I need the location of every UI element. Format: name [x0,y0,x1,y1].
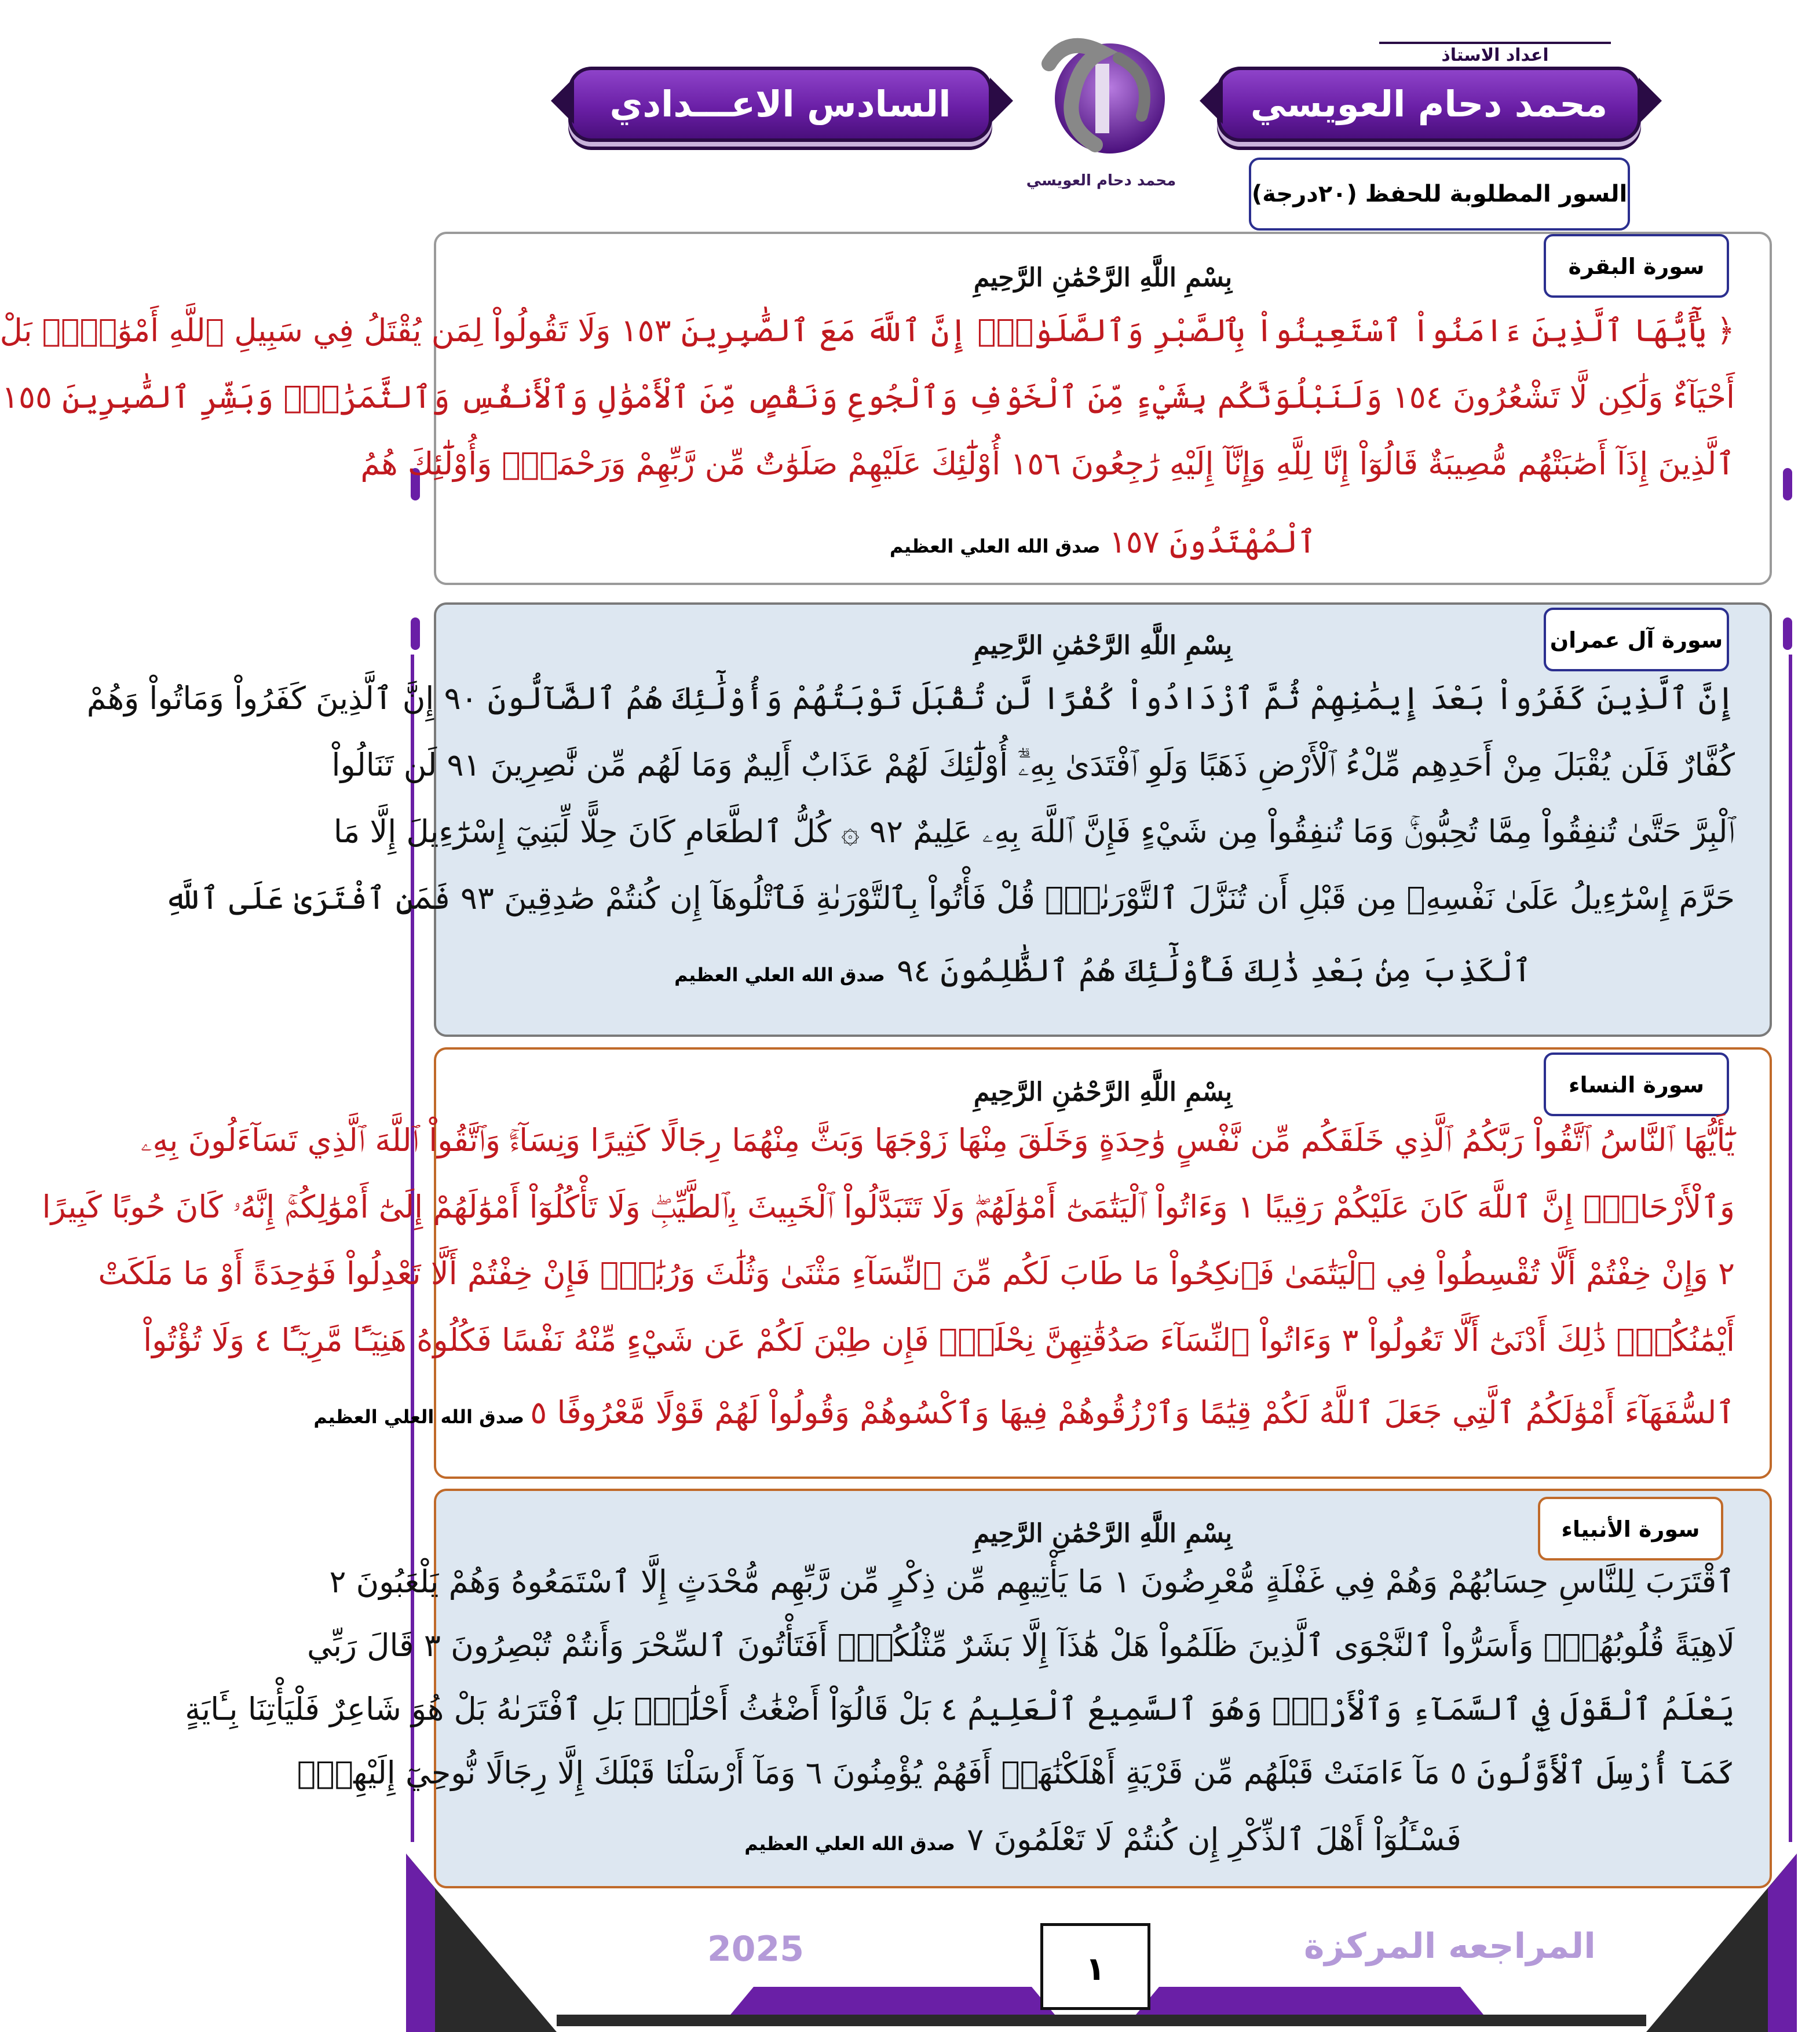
verse-line: وَٱلْأَرْحَامَۚ إِنَّ ٱللَّهَ كَانَ عَلَيْكُمْ رَقِيبًا ١ وَءَاتُواْ ٱلْيَتَٰمَىٰٓ أَمْوَٰلَهُمْۖ وَلَا تَتَبَدَّلُواْ ٱلْخَبِيثَ بِٱلطَّيِّبِۖ وَلَا تَأْكُلُوٓاْ أَمْوَٰلَهُمْ إِلَىٰٓ أَمْوَٰلِكُمْۚ إِنَّهُۥ كَانَ حُوبًا كَبِيرًا [42,1189,1735,1225]
verse-line: ٱلْكَذِبَ مِنۢ بَعْدِ ذَٰلِكَ فَأُوْلَٰٓئِكَ هُمُ ٱلظَّٰلِمُونَ ٩٤ [897,952,1532,989]
right-rail [1789,655,1792,1842]
grade-banner [568,67,992,142]
teacher-label: اعداد الاستاذ [1379,42,1611,70]
verse-line: ٱلَّذِينَ إِذَآ أَصَٰبَتْهُم مُّصِيبَةٌ قَالُوٓاْ إِنَّا لِلَّهِ وَإِنَّآ إِلَيْهِ رَٰجِعُونَ ١٥٦ أُوْلَٰٓئِكَ عَلَيْهِمْ صَلَوَٰتٌ مِّن رَّبِّهِمْ وَرَحْمَةٌۖ وَأُوْلَٰٓئِكَ هُمُ [360,445,1735,482]
section-title: سورة الأنبياء [1538,1497,1723,1560]
teacher-name: محمد دحام العويسي [1250,83,1608,125]
verse-line: أَيْمَٰنُكُمْۚ ذَٰلِكَ أَدْنَىٰٓ أَلَّا تَعُولُواْ ٣ وَءَاتُواْ ٱلنِّسَآءَ صَدُقَٰتِهِنَّ نِحْلَةًۚ فَإِن طِبْنَ لَكُمْ عَن شَيْءٍ مِّنْهُ نَفْسًا فَكُلُوهُ هَنِيٓـًٔا مَّرِيٓـًٔا ٤ وَلَا تُؤْتُواْ [143,1322,1735,1358]
grade-title: السادس الاعـــدادي [609,83,951,125]
verse-line: ٱقْتَرَبَ لِلنَّاسِ حِسَابُهُمْ وَهُمْ فِي غَفْلَةٍ مُّعْرِضُونَ ١ مَا يَأْتِيهِم مِّن ذِكْرٍ مِّن رَّبِّهِم مُّحْدَثٍ إِلَّا ٱسْتَمَعُوهُ وَهُمْ يَلْعَبُونَ ٢ [329,1563,1735,1600]
section-title: سورة النساء [1544,1052,1729,1116]
verse-line: يَعْلَمُ ٱلْقَوْلَ فِي ٱلسَّمَآءِ وَٱلْأَرْضِۖ وَهُوَ ٱلسَّمِيعُ ٱلْعَلِيمُ ٤ بَلْ قَالُوٓاْ أَضْغَٰثُ أَحْلَٰمٍۭ بَلِ ٱفْتَرَىٰهُ بَلْ هُوَ شَاعِرٌ فَلْيَأْتِنَا بِـَٔايَةٍ [185,1691,1735,1727]
footer-review-title: المراجعه المركزة [1304,1926,1596,1967]
section-baqarah [0,232,1772,585]
section-title: سورة آل عمران [1544,608,1729,671]
required-surahs-box [1249,158,1630,231]
closing-line [313,1394,1735,1431]
verse-line: فَسْـَٔلُوٓاْ أَهْلَ ٱلذِّكْرِ إِن كُنتُمْ لَا تَعْلَمُونَ ٧ [967,1821,1461,1858]
verse-line: ٱلْبِرَّ حَتَّىٰ تُنفِقُواْ مِمَّا تُحِبُّونَۚ وَمَا تُنفِقُواْ مِن شَيْءٍ فَإِنَّ ٱللَّهَ بِهِۦ عَلِيمٌ ٩٢ ۞ كُلُّ ٱلطَّعَامِ كَانَ حِلًّا لِّبَنِيٓ إِسْرَٰٓءِيلَ إِلَّا مَا [333,813,1735,850]
side-marker [1783,468,1792,500]
closing-line [436,952,1770,989]
closing-line [436,524,1770,560]
verse-line: كَمَآ أُرْسِلَ ٱلْأَوَّلُونَ ٥ مَآ ءَامَنَتْ قَبْلَهُم مِّن قَرْيَةٍ أَهْلَكْنَٰهَآۖ أَفَهُمْ يُؤْمِنُونَ ٦ وَمَآ أَرْسَلْنَا قَبْلَكَ إِلَّا رِجَالًا نُّوحِيٓ إِلَيْهِمْۖ [297,1755,1735,1791]
basmala: بِسْمِ اللَّهِ الرَّحْمَٰنِ الرَّحِيمِ [973,1519,1233,1548]
section-al-imran [86,602,1772,1037]
verse-line: كُفَّارٌ فَلَن يُقْبَلَ مِنْ أَحَدِهِم مِّلْءُ ٱلْأَرْضِ ذَهَبًا وَلَوِ ٱفْتَدَىٰ بِهِۦٓۗ أُوْلَٰٓئِكَ لَهُمْ عَذَابٌ أَلِيمٌ وَمَا لَهُم مِّن نَّٰصِرِينَ ٩١ لَن تَنَالُواْ [331,747,1735,783]
sadaq-text: صدق الله العلي العظيم [889,535,1101,557]
section-title: سورة البقرة [1544,234,1729,298]
verse-line: ﴿ يَٰٓأَيُّهَا ٱلَّذِينَ ءَامَنُواْ ٱسْتَعِينُواْ بِٱلصَّبْرِ وَٱلصَّلَوٰةِۚ إِنَّ ٱللَّهَ مَعَ ٱلصَّٰبِرِينَ ١٥٣ وَلَا تَقُولُواْ لِمَن يُقْتَلُ فِي سَبِيلِ ٱللَّهِ أَمْوَٰتٌۢۚ بَلْ [0,312,1735,349]
verse-line: ٱلْمُهْتَدُونَ ١٥٧ [1109,524,1317,560]
footer-year: 2025 [707,1929,804,1969]
sadaq-text: صدق الله العلي العظيم [313,1406,525,1428]
section-anbiya [185,1489,1772,1888]
banner-wing-left-2 [551,78,574,124]
verse-line: ٢ وَإِنْ خِفْتُمْ أَلَّا تُقْسِطُواْ فِي ٱلْيَتَٰمَىٰ فَٱنكِحُواْ مَا طَابَ لَكُم مِّنَ ٱلنِّسَآءِ مَثْنَىٰ وَثُلَٰثَ وَرُبَٰعَۖ فَإِنْ خِفْتُمْ أَلَّا تَعْدِلُواْ فَوَٰحِدَةً أَوْ مَا مَلَكَتْ [98,1255,1735,1292]
verse-line: إِنَّ ٱلَّذِينَ كَفَرُواْ بَعْدَ إِيمَٰنِهِمْ ثُمَّ ٱزْدَادُواْ كُفْرًا لَّن تُقْبَلَ تَوْبَتُهُمْ وَأُوْلَٰٓئِكَ هُمُ ٱلضَّآلُّونَ ٩٠ إِنَّ ٱلَّذِينَ كَفَرُواْ وَمَاتُواْ وَهُمْ [86,680,1735,717]
section-nisa [42,1047,1772,1479]
teacher-logo [1026,29,1176,209]
side-marker [411,617,420,650]
sadaq-text: صدق الله العلي العظيم [674,964,885,986]
logo-text: محمد دحام العويسي [1026,172,1176,189]
verse-line: ٱلسُّفَهَآءَ أَمْوَٰلَكُمُ ٱلَّتِي جَعَلَ ٱللَّهُ لَكُمْ قِيَٰمًا وَٱرْزُقُوهُمْ فِيهَا وَٱكْسُوهُمْ وَقُولُواْ لَهُمْ قَوْلًا مَّعْرُوفًا ٥ [530,1394,1735,1431]
basmala: بِسْمِ اللَّهِ الرَّحْمَٰنِ الرَّحِيمِ [973,263,1233,293]
basmala: بِسْمِ اللَّهِ الرَّحْمَٰنِ الرَّحِيمِ [973,631,1233,660]
banner-wing-right [1639,78,1662,124]
banner-wing-right-2 [990,78,1013,124]
sadaq-text: صدق الله العلي العظيم [744,1833,955,1855]
required-title: السور المطلوبة للحفظ (٢٠درجة) [1251,181,1628,207]
verse-line: حَرَّمَ إِسْرَٰٓءِيلُ عَلَىٰ نَفْسِهِۦ مِن قَبْلِ أَن تُنَزَّلَ ٱلتَّوْرَىٰةُۚ قُلْ فَأْتُواْ بِٱلتَّوْرَىٰةِ فَٱتْلُوهَآ إِن كُنتُمْ صَٰدِقِينَ ٩٣ فَمَنِ ٱفْتَرَىٰ عَلَى ٱللَّهِ [164,880,1735,916]
verse-line: يَٰٓأَيُّهَا ٱلنَّاسُ ٱتَّقُواْ رَبَّكُمُ ٱلَّذِي خَلَقَكُم مِّن نَّفْسٍ وَٰحِدَةٍ وَخَلَقَ مِنْهَا زَوْجَهَا وَبَثَّ مِنْهُمَا رِجَالًا كَثِيرًا وَنِسَآءًۚ وَٱتَّقُواْ ٱللَّهَ ٱلَّذِي تَسَآءَلُونَ بِهِۦ [140,1122,1735,1158]
banner-wing-left [1200,78,1223,124]
verse-line: لَاهِيَةً قُلُوبُهُمْۗ وَأَسَرُّواْ ٱلنَّجْوَى ٱلَّذِينَ ظَلَمُواْ هَلْ هَٰذَآ إِلَّا بَشَرٌ مِّثْلُكُمْۖ أَفَتَأْتُونَ ٱلسِّحْرَ وَأَنتُمْ تُبْصِرُونَ ٣ قَالَ رَبِّي [306,1627,1735,1664]
basmala: بِسْمِ اللَّهِ الرَّحْمَٰنِ الرَّحِيمِ [973,1077,1233,1107]
page-number: ١ [1040,1923,1150,2010]
side-marker [1783,617,1792,650]
verse-line: أَحْيَآءٌ وَلَٰكِن لَّا تَشْعُرُونَ ١٥٤ وَلَنَبْلُوَنَّكُم بِشَيْءٍ مِّنَ ٱلْخَوْفِ وَٱلْجُوعِ وَنَقْصٍ مِّنَ ٱلْأَمْوَٰلِ وَٱلْأَنفُسِ وَٱلثَّمَرَٰتِۗ وَبَشِّرِ ٱلصَّٰبِرِينَ ١٥٥ [2,379,1735,415]
teacher-name-banner [1217,67,1641,142]
